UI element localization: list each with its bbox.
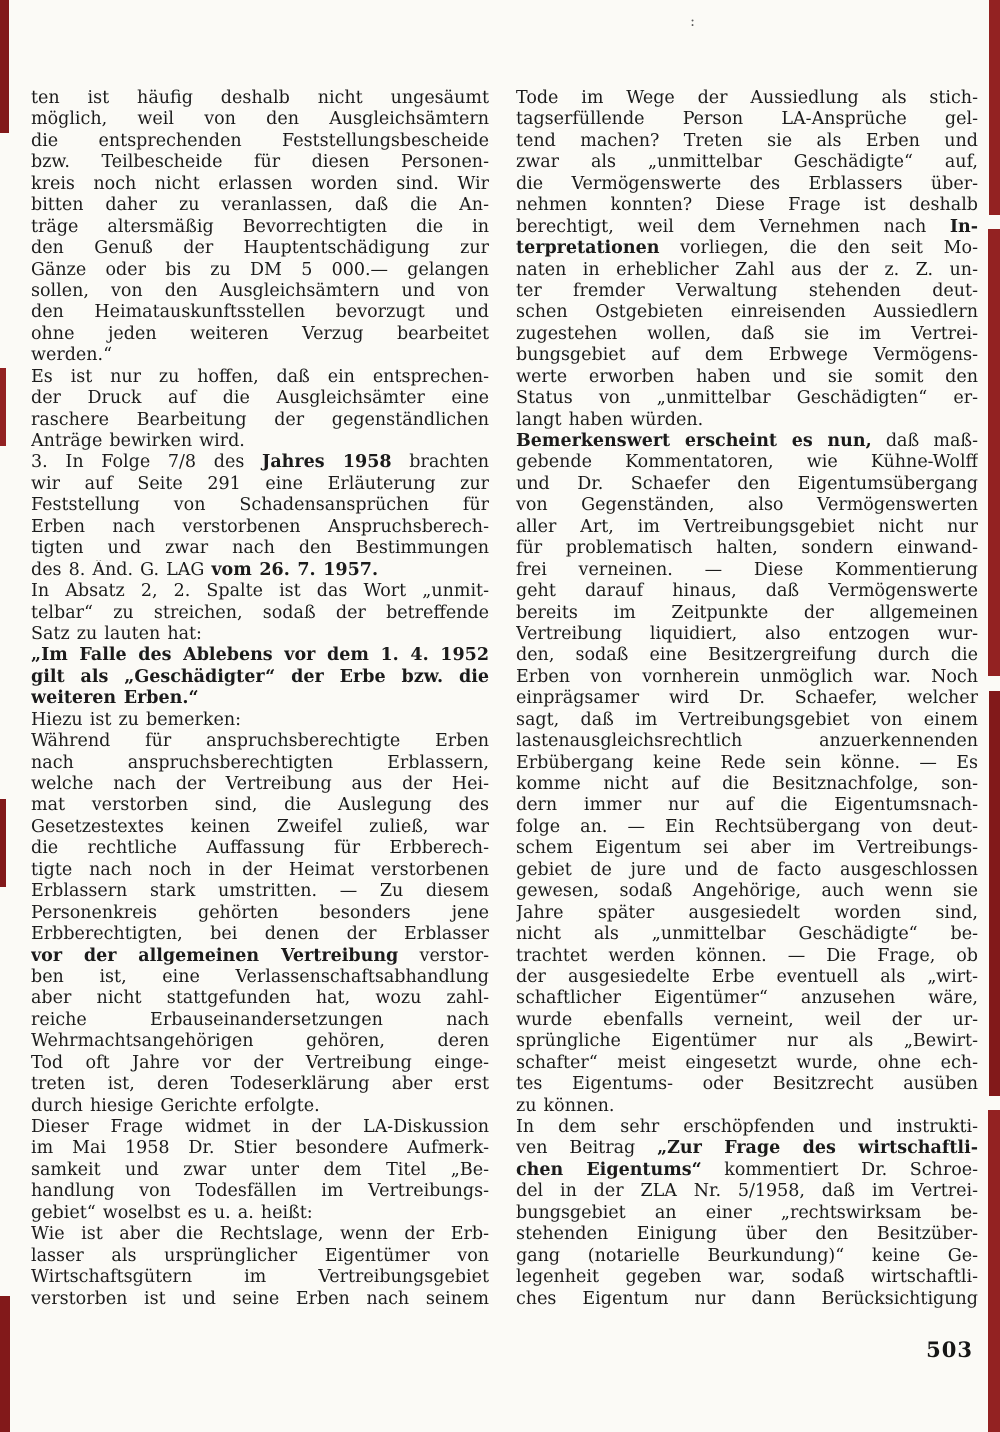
text-line xyxy=(516,817,978,838)
text-line xyxy=(516,1224,978,1245)
text-line xyxy=(516,238,978,259)
text-segment: bungsgebiet auf dem Erbwege Vermögens- xyxy=(516,345,978,366)
text-line xyxy=(516,881,978,902)
bold-text-segment: terpretationen xyxy=(516,238,660,259)
text-line xyxy=(31,88,489,109)
text-line xyxy=(516,1031,978,1052)
text-segment: schen Ostgebieten einreisenden Aussiedlern xyxy=(516,302,978,323)
text-line xyxy=(31,774,489,795)
text-segment: wurde ebenfalls verneint, weil der ur- xyxy=(516,1009,978,1030)
text-line xyxy=(31,174,489,195)
text-segment: den Heimatauskunftsstellen bevorzugt und xyxy=(31,302,489,323)
text-line xyxy=(516,774,978,795)
text-segment: berechtigt, weil dem Vernehmen nach xyxy=(516,216,950,237)
text-line xyxy=(516,345,978,366)
text-line xyxy=(31,753,489,774)
text-line xyxy=(516,367,978,388)
text-segment: verstor- xyxy=(398,945,489,966)
text-segment: naten in erheblicher Zahl aus der z. Z. un- xyxy=(516,259,978,280)
text-line xyxy=(516,1181,978,1202)
text-line xyxy=(516,1289,978,1310)
text-line xyxy=(516,1010,978,1031)
text-line xyxy=(31,560,489,581)
text-segment: die entsprechenden Feststellungsbescheide xyxy=(31,130,489,151)
text-line xyxy=(31,1181,489,1202)
text-line xyxy=(31,281,489,302)
text-line xyxy=(516,988,978,1009)
text-line xyxy=(516,946,978,967)
bold-text-segment: vor der allgemeinen Vertreibung xyxy=(31,945,399,966)
text-segment: gang (notarielle Beurkundung)“ keine Ge- xyxy=(516,1245,978,1266)
text-segment: träge altersmäßig Bevorrechtigten die in xyxy=(31,216,489,237)
text-line xyxy=(516,260,978,281)
text-line xyxy=(516,838,978,859)
text-line xyxy=(31,688,489,709)
text-segment: möglich, weil von den Ausgleichsämtern xyxy=(31,109,489,130)
text-segment: bungsgebiet an einer „rechtswirksam be- xyxy=(516,1202,978,1223)
text-segment: tes Eigentums- oder Besitzrecht ausüben xyxy=(516,1074,978,1095)
text-segment: lastenausgleichsrechtlich anzuerkennenden xyxy=(516,731,978,752)
text-segment: wir auf Seite 291 eine Erläuterung zur xyxy=(31,473,489,494)
text-segment: für problematisch halten, sondern einwand- xyxy=(516,538,978,559)
text-segment: nehmen konnten? Diese Frage ist deshalb xyxy=(516,195,978,216)
text-line xyxy=(31,1117,489,1138)
bold-text-segment: In- xyxy=(949,216,978,237)
text-segment: Erbberechtigten, bei denen der Erblasser xyxy=(31,924,489,945)
text-line xyxy=(31,731,489,752)
text-line xyxy=(31,217,489,238)
text-line xyxy=(516,795,978,816)
text-segment: brachten xyxy=(391,452,489,473)
scan-edge-mark xyxy=(0,799,6,887)
text-segment: Es ist nur zu hoffen, daß ein entsprechen- xyxy=(31,366,489,387)
text-line xyxy=(31,238,489,259)
text-segment: ten ist häufig deshalb nicht ungesäumt xyxy=(31,88,489,108)
text-line xyxy=(31,431,489,452)
text-line xyxy=(516,281,978,302)
text-segment: Wie ist aber die Rechtslage, wenn der Erb- xyxy=(31,1224,489,1245)
text-line xyxy=(31,152,489,173)
text-line xyxy=(31,388,489,409)
text-line xyxy=(516,1138,978,1159)
text-segment: im Mai 1958 Dr. Stier besondere Aufmerk- xyxy=(31,1138,489,1159)
text-line xyxy=(516,302,978,323)
text-line xyxy=(31,667,489,688)
text-segment: sagt, daß im Vertreibungsgebiet von einem xyxy=(516,709,978,730)
text-line xyxy=(516,1117,978,1138)
text-line xyxy=(516,217,978,238)
text-line xyxy=(31,838,489,859)
text-segment: lasser als ursprünglicher Eigentümer von xyxy=(31,1245,489,1266)
text-segment: samkeit und zwar unter dem Titel „Be- xyxy=(31,1159,489,1180)
text-segment: verstorben ist und seine Erben nach seinem xyxy=(31,1288,489,1309)
text-line xyxy=(516,903,978,924)
text-segment: ter fremder Verwaltung stehenden deut- xyxy=(516,280,978,301)
bold-text-segment: „Zur Frage des wirtschaftli- xyxy=(657,1138,978,1159)
scan-edge-mark xyxy=(989,691,1000,1096)
text-line xyxy=(516,1053,978,1074)
text-line xyxy=(516,431,978,452)
text-line xyxy=(516,88,978,109)
text-line xyxy=(31,860,489,881)
text-line xyxy=(516,731,978,752)
text-segment: welche nach der Vertreibung aus der Hei- xyxy=(31,774,489,794)
text-segment: den, sodaß eine Besitzergreifung durch die xyxy=(516,645,978,666)
text-line xyxy=(516,495,978,516)
text-line xyxy=(31,260,489,281)
text-line xyxy=(516,174,978,195)
text-segment: Personenkreis gehörten besonders jene xyxy=(31,902,489,923)
text-segment: der Druck auf die Ausgleichsämter eine xyxy=(31,388,489,409)
text-segment: Tode im Wege der Aussiedlung als stich- xyxy=(516,88,978,108)
text-segment: schem Eigentum sei aber im Vertreibungs- xyxy=(516,838,978,859)
text-segment: stehenden Einigung über den Besitzüber- xyxy=(516,1224,978,1245)
text-line xyxy=(516,1096,978,1117)
text-line xyxy=(31,795,489,816)
text-line xyxy=(516,753,978,774)
text-segment: komme nicht auf die Besitznachfolge, son- xyxy=(516,774,978,794)
text-segment: In Absatz 2, 2. Spalte ist das Wort „unmit- xyxy=(31,581,489,602)
text-line xyxy=(31,367,489,388)
text-segment: Hiezu ist zu bemerken: xyxy=(31,709,241,730)
text-segment: von Gegenständen, also Vermögenswerten xyxy=(516,495,978,516)
bold-text-segment: „Im Falle des Ablebens vor dem 1. 4. 1952 xyxy=(31,645,489,666)
text-line xyxy=(31,645,489,666)
text-line xyxy=(516,645,978,666)
text-line xyxy=(31,1203,489,1224)
scan-edge-mark xyxy=(989,0,1000,215)
text-segment: werte erworben haben und sie somit den xyxy=(516,366,978,387)
bold-text-segment: Jahres 1958 xyxy=(262,452,392,473)
page-number: 503 xyxy=(926,1337,973,1362)
text-line xyxy=(31,1246,489,1267)
text-segment: dern immer nur auf die Eigentumsnach- xyxy=(516,795,978,816)
text-segment: Erben von vornherein unmöglich war. Noch xyxy=(516,666,978,687)
text-segment: Tod oft Jahre vor der Vertreibung einge- xyxy=(31,1052,489,1073)
bold-text-segment: gilt als „Geschädigter“ der Erbe bzw. die xyxy=(31,666,489,687)
text-segment: Anträge bewirken wird. xyxy=(31,431,245,451)
text-segment: raschere Bearbeitung der gegenständlichen xyxy=(31,409,489,430)
text-segment: zugestehen wollen, daß sie im Vertrei- xyxy=(516,323,978,344)
text-line xyxy=(516,410,978,431)
text-segment: bzw. Teilbescheide für diesen Personen- xyxy=(31,152,489,173)
text-line xyxy=(31,988,489,1009)
text-line xyxy=(516,860,978,881)
text-segment: schaftlicher Eigentümer“ anzusehen wäre, xyxy=(516,988,978,1009)
text-segment: tagserfüllende Person LA-Ansprüche gel- xyxy=(516,109,978,130)
text-segment: Gänze oder bis zu DM 5 000.— gelangen xyxy=(31,259,489,280)
text-segment: durch hiesige Gerichte erfolgte. xyxy=(31,1095,320,1116)
text-line xyxy=(31,345,489,366)
bold-text-segment: chen Eigentums“ xyxy=(516,1159,702,1180)
text-line xyxy=(516,581,978,602)
text-line xyxy=(31,881,489,902)
text-segment: der ausgesiedelte Erbe eventuell als „wirt- xyxy=(516,966,978,987)
text-line xyxy=(31,967,489,988)
text-line xyxy=(31,903,489,924)
text-segment: den Genuß der Hauptentschädigung zur xyxy=(31,238,489,259)
text-segment: bereits im Zeitpunkte der allgemeinen xyxy=(516,602,978,623)
text-line xyxy=(31,603,489,624)
scan-edge-mark xyxy=(0,1296,10,1432)
text-line xyxy=(516,688,978,709)
text-column-right xyxy=(516,88,978,1310)
scan-noise-speck: : xyxy=(690,12,696,30)
text-segment: reiche Erbauseinandersetzungen nach xyxy=(31,1009,489,1030)
text-segment: telbar“ zu streichen, sodaß der betreffende xyxy=(31,602,489,623)
text-line xyxy=(31,1031,489,1052)
text-line xyxy=(31,195,489,216)
text-segment: die Vermögenswerte des Erblassers über- xyxy=(516,173,978,194)
text-segment: Feststellung von Schadensansprüchen für xyxy=(31,495,489,516)
text-line xyxy=(516,152,978,173)
text-segment: daß maß- xyxy=(871,431,978,451)
text-line xyxy=(516,624,978,645)
text-line xyxy=(31,946,489,967)
text-line xyxy=(31,495,489,516)
text-segment: werden.“ xyxy=(31,345,113,366)
text-segment: kreis noch nicht erlassen worden sind. Wir xyxy=(31,173,489,194)
text-line xyxy=(31,109,489,130)
text-segment: Erblassern stark umstritten. — Zu diesem xyxy=(31,881,489,902)
text-line xyxy=(31,538,489,559)
text-segment: vorliegen, die den seit Mo- xyxy=(659,238,978,259)
text-segment: ohne jeden weiteren Verzug bearbeitet xyxy=(31,323,489,344)
text-line xyxy=(31,324,489,345)
text-line xyxy=(31,710,489,731)
text-segment: kommentiert Dr. Schroe- xyxy=(701,1159,978,1180)
text-segment: gebiet“ woselbst es u. a. heißt: xyxy=(31,1202,313,1223)
text-segment: Gesetzestextes keinen Zweifel zuließ, war xyxy=(31,816,489,837)
text-line xyxy=(31,1074,489,1095)
scan-edge-mark xyxy=(988,229,1000,676)
text-line xyxy=(31,1138,489,1159)
text-line xyxy=(516,603,978,624)
text-line xyxy=(516,388,978,409)
text-line xyxy=(516,1246,978,1267)
text-segment: gewesen, sodaß Angehörige, auch wenn sie xyxy=(516,881,978,902)
text-segment: aller Art, im Vertreibungsgebiet nicht nur xyxy=(516,516,978,537)
text-line xyxy=(516,517,978,538)
text-segment: ches Eigentum nur dann Berücksichtigung xyxy=(516,1288,978,1309)
text-segment: frei verneinen. — Diese Kommentierung xyxy=(516,559,978,580)
text-line xyxy=(516,1074,978,1095)
text-line xyxy=(31,1267,489,1288)
text-line xyxy=(31,1010,489,1031)
text-segment: In dem sehr erschöpfenden und instrukti- xyxy=(516,1117,978,1137)
text-segment: die rechtliche Auffassung für Erbberech- xyxy=(31,838,489,859)
text-segment: mat verstorben sind, die Auslegung des xyxy=(31,795,489,816)
text-segment: zu können. xyxy=(516,1095,615,1116)
text-line xyxy=(31,624,489,645)
text-line xyxy=(31,410,489,431)
text-line xyxy=(31,131,489,152)
scan-edge-mark xyxy=(0,368,6,446)
text-line xyxy=(31,452,489,473)
text-segment: langt haben würden. xyxy=(516,409,704,430)
scan-edge-mark xyxy=(0,0,9,133)
text-segment: Erben nach verstorbenen Anspruchsberech- xyxy=(31,516,489,537)
text-segment: geht darauf hinaus, daß Vermögenswerte xyxy=(516,581,978,602)
text-line xyxy=(516,195,978,216)
text-segment: ven Beitrag xyxy=(516,1138,658,1159)
text-line xyxy=(516,667,978,688)
text-segment: trachtet werden können. — Die Frage, ob xyxy=(516,945,978,966)
text-line xyxy=(516,452,978,473)
text-segment: Dieser Frage widmet in der LA-Diskussion xyxy=(31,1117,489,1137)
text-line xyxy=(31,1289,489,1310)
text-segment: des 8. Änd. G. LAG xyxy=(31,559,212,580)
text-segment: nicht als „unmittelbar Geschädigte“ be- xyxy=(516,924,978,945)
text-segment: treten ist, deren Todeserklärung aber erst xyxy=(31,1074,489,1095)
text-line xyxy=(516,967,978,988)
text-line xyxy=(516,1203,978,1224)
bold-text-segment: vom 26. 7. 1957. xyxy=(211,559,379,580)
text-line xyxy=(516,324,978,345)
text-segment: gebende Kommentatoren, wie Kühne-Wolff xyxy=(516,452,978,473)
text-segment: handlung von Todesfällen im Vertreibungs- xyxy=(31,1181,489,1202)
text-segment: einprägsamer wird Dr. Schaefer, welcher xyxy=(516,688,978,709)
text-segment: ben ist, eine Verlassenschaftsabhandlung xyxy=(31,966,489,987)
text-line xyxy=(516,131,978,152)
bold-text-segment: weiteren Erben.“ xyxy=(31,688,199,709)
text-line xyxy=(31,474,489,495)
text-line xyxy=(31,581,489,602)
text-segment: tigten und zwar nach den Bestimmungen xyxy=(31,538,489,559)
text-line xyxy=(516,560,978,581)
text-segment: schafter“ meist eingesetzt wurde, ohne ech- xyxy=(516,1052,978,1073)
text-segment: Jahre später ausgesiedelt worden sind, xyxy=(516,902,978,923)
text-segment: Satz zu lauten hat: xyxy=(31,623,202,644)
text-segment: Vertreibung liquidiert, also entzogen wur- xyxy=(516,623,978,644)
text-segment: Status von „unmittelbar Geschädigten“ er- xyxy=(516,388,978,409)
text-segment: legenheit gegeben war, sodaß wirtschaftli- xyxy=(516,1267,978,1288)
text-line xyxy=(516,538,978,559)
bold-text-segment: Bemerkenswert erscheint es nun, xyxy=(516,431,872,451)
text-line xyxy=(516,924,978,945)
text-line xyxy=(31,517,489,538)
text-segment: sollen, von den Ausgleichsämtern und von xyxy=(31,280,489,301)
text-line xyxy=(516,1160,978,1181)
text-segment: tend machen? Treten sie als Erben und xyxy=(516,130,978,151)
text-line xyxy=(31,1053,489,1074)
text-segment: del in der ZLA Nr. 5/1958, daß im Vertrei- xyxy=(516,1181,978,1202)
text-segment: Wehrmachtsangehörigen gehören, deren xyxy=(31,1031,489,1052)
text-segment: bitten daher zu veranlassen, daß die An- xyxy=(31,195,489,216)
text-segment: zwar als „unmittelbar Geschädigte“ auf, xyxy=(516,152,978,173)
text-line xyxy=(31,924,489,945)
text-line xyxy=(31,302,489,323)
text-column-left xyxy=(31,88,489,1310)
text-segment: 3. In Folge 7/8 des xyxy=(31,452,263,473)
text-segment: nach anspruchsberechtigten Erblassern, xyxy=(31,752,489,773)
text-line xyxy=(516,109,978,130)
text-segment: aber nicht stattgefunden hat, wozu zahl- xyxy=(31,988,489,1009)
text-line xyxy=(31,1160,489,1181)
text-line xyxy=(516,474,978,495)
text-line xyxy=(31,1096,489,1117)
text-line xyxy=(31,817,489,838)
text-segment: und Dr. Schaefer den Eigentumsübergang xyxy=(516,473,978,494)
text-segment: Während für anspruchsberechtigte Erben xyxy=(31,731,489,752)
text-segment: sprüngliche Eigentümer nur als „Bewirt- xyxy=(516,1031,978,1052)
text-line xyxy=(516,1267,978,1288)
text-line xyxy=(31,1224,489,1245)
text-segment: folge an. — Ein Rechtsübergang von deut- xyxy=(516,816,978,837)
text-segment: tigte nach noch in der Heimat verstorbenen xyxy=(31,859,489,880)
text-segment: gebiet de jure und de facto ausgeschlossen xyxy=(516,859,978,880)
text-line xyxy=(516,710,978,731)
scan-edge-mark xyxy=(988,1110,1000,1432)
text-segment: Wirtschaftsgütern im Vertreibungsgebiet xyxy=(31,1267,489,1288)
text-segment: Erbübergang keine Rede sein könne. — Es xyxy=(516,752,978,773)
